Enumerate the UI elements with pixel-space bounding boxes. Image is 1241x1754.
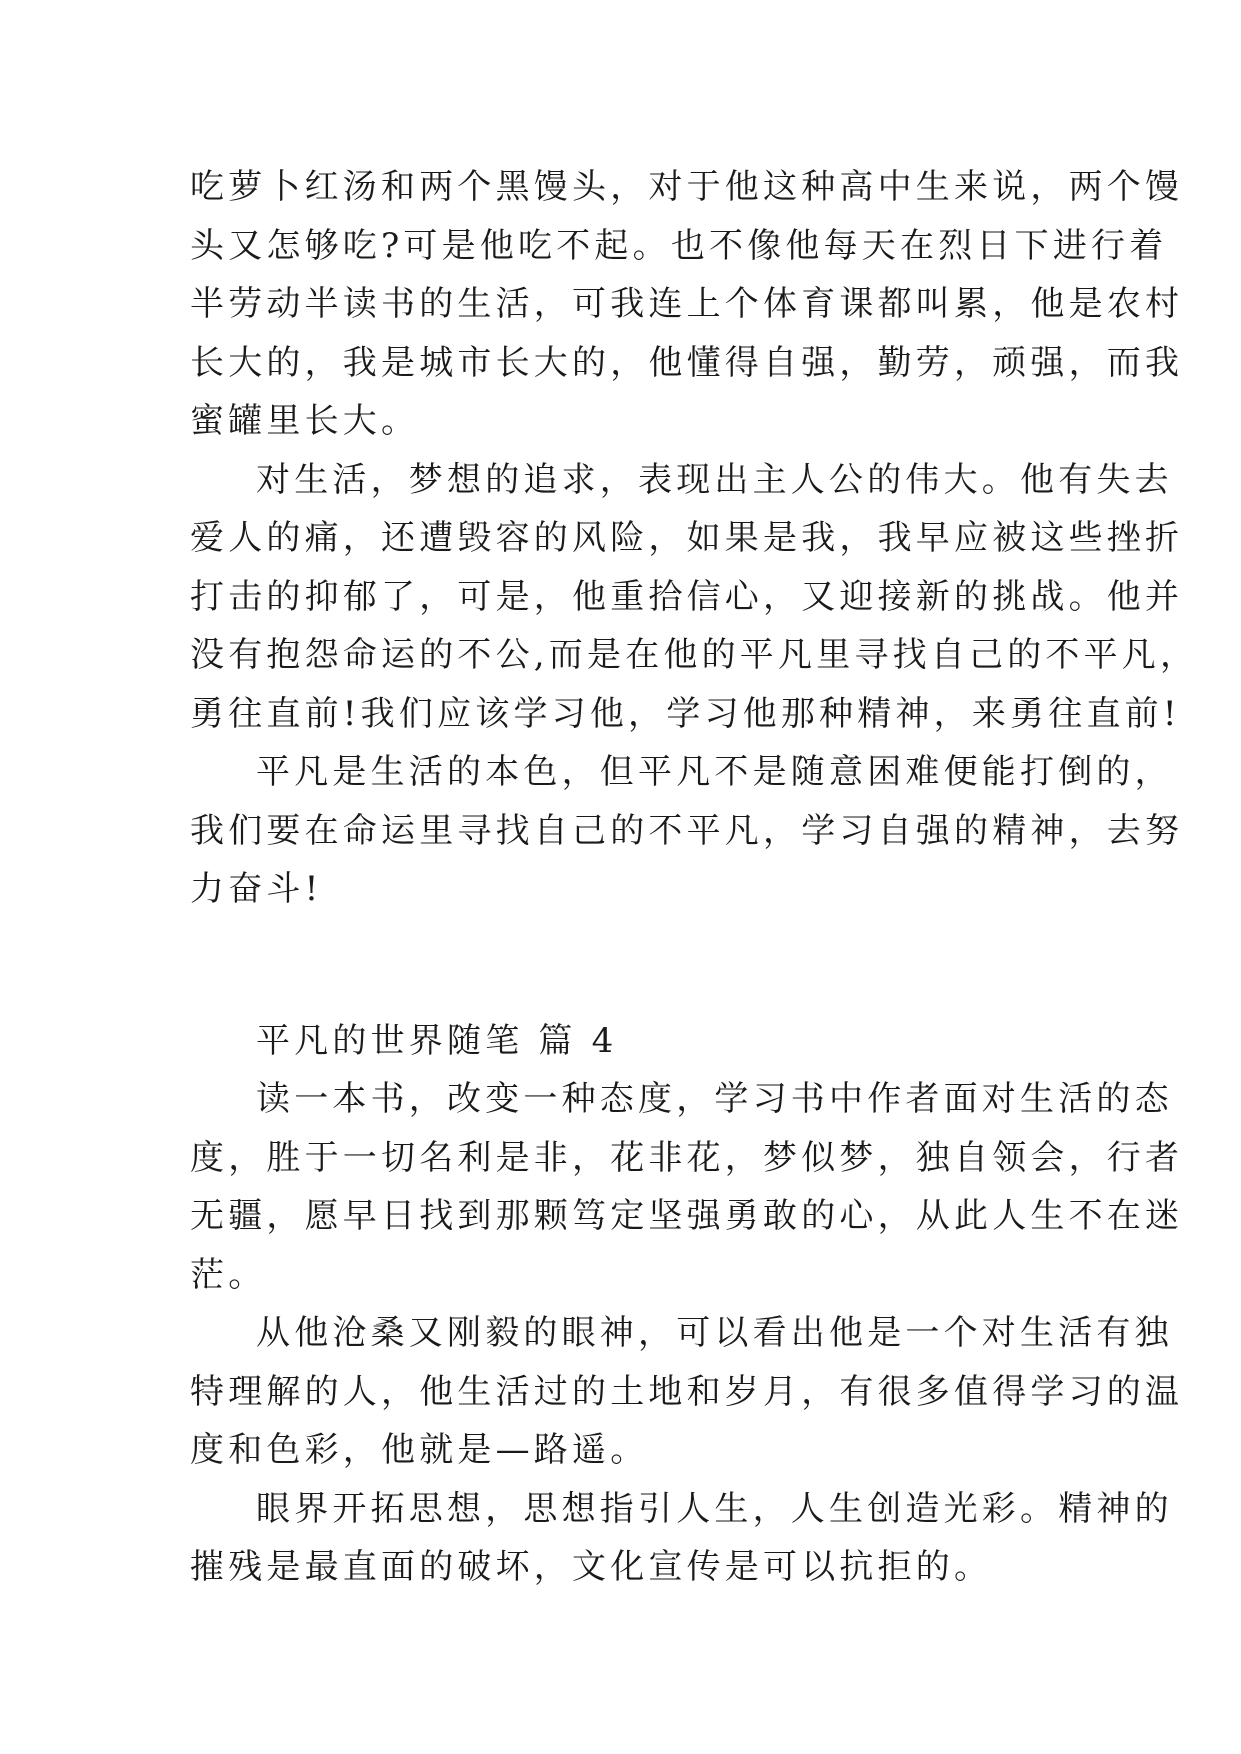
text-line: 蜜罐里长大。	[190, 401, 420, 441]
text-line: 无疆，愿早日找到那颗笃定坚强勇敢的心，从此人生不在迷	[190, 1196, 1184, 1236]
text-line: 特理解的人，他生活过的土地和岁月，有很多值得学习的温	[190, 1371, 1184, 1412]
text-line: 打击的抑郁了，可是，他重拾信心，又迎接新的挑战。他并	[190, 576, 1184, 617]
text-line: 我们要在命运里寻找自己的不平凡，学习自强的精神，去努	[190, 810, 1184, 851]
text-line: 半劳动半读书的生活，可我连上个体育课都叫累，他是农村	[190, 284, 1184, 324]
section-gap	[190, 919, 1050, 1012]
text-line: 度和色彩，他就是—路遥。	[190, 1430, 649, 1470]
text-line: 眼界开拓思想，思想指引人生，人生创造光彩。精神的	[256, 1488, 1173, 1529]
text-line: 对生活，梦想的追求，表现出主人公的伟大。他有失去	[256, 459, 1173, 500]
text-line: 从他沧桑又刚毅的眼神，可以看出他是一个对生活有独	[256, 1313, 1173, 1353]
text-line: 勇往直前!我们应该学习他，学习他那种精神，来勇往直前!	[190, 693, 1181, 734]
text-line: 爱人的痛，还遭毁容的风险，如果是我，我早应被这些挫折	[190, 518, 1184, 558]
paragraph	[190, 1480, 1173, 1597]
text-line: 力奋斗!	[190, 869, 323, 909]
paragraph	[190, 158, 1184, 451]
text-line: 度，胜于一切名利是非，花非花，梦似梦，独自领会，行者	[190, 1137, 1184, 1178]
text-line: 读一本书，改变一种态度，学习书中作者面对生活的态	[256, 1079, 1173, 1119]
document-page	[190, 158, 1199, 1597]
text-line: 摧残是最直面的破坏，文化宣传是可以抗拒的。	[190, 1547, 993, 1587]
text-line: 茫。	[190, 1254, 267, 1295]
text-line: 长大的，我是城市长大的，他懂得自强，勤劳，顽强，而我	[190, 342, 1184, 383]
paragraph	[190, 743, 1184, 919]
text-line: 没有抱怨命运的不公,而是在他的平凡里寻找自己的不平凡，	[190, 635, 1199, 675]
text-line: 吃萝卜红汤和两个黑馒头，对于他这种高中生来说，两个馒	[190, 167, 1184, 207]
paragraph	[190, 451, 1199, 744]
text-line: 头又怎够吃?可是他吃不起。也不像他每天在烈日下进行着	[190, 225, 1168, 266]
text-line: 平凡是生活的本色，但平凡不是随意困难便能打倒的，	[256, 752, 1173, 792]
paragraph	[190, 1070, 1184, 1304]
section-heading: 平凡的世界随笔 篇 4	[256, 1020, 618, 1061]
paragraph	[190, 1304, 1184, 1480]
